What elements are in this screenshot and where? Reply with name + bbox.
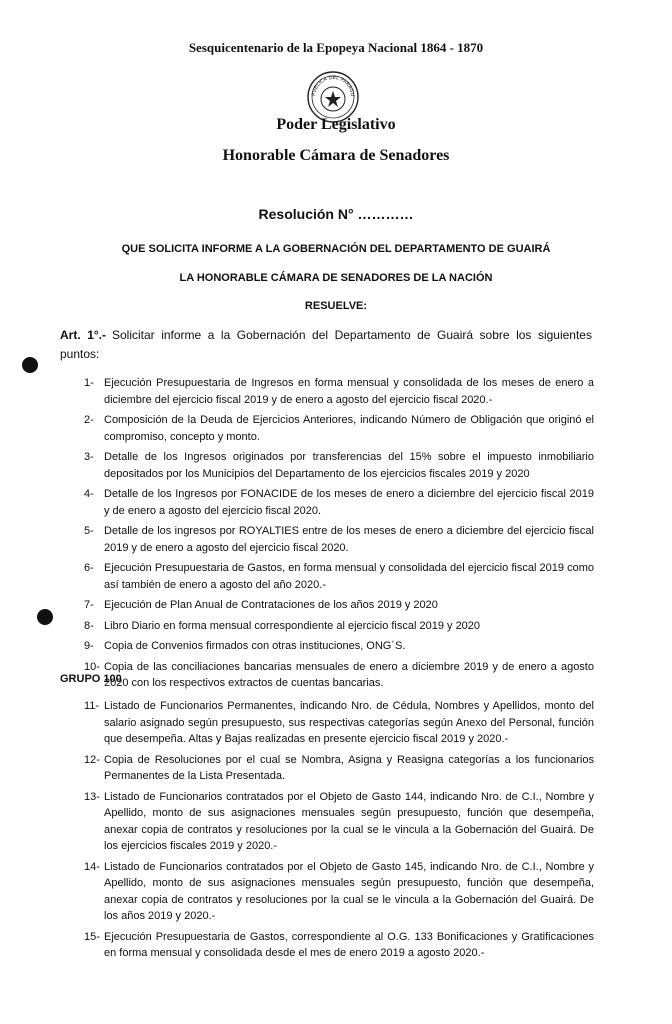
header-motto: Sesquicentenario de la Epopeya Nacional 1864 - 1870 <box>188 40 484 55</box>
list-item: 12- Copia de Resoluciones por el cual se Nombra, Asigna y Reasigna categorías a los funcionarios Permanentes de la Lista Presentada. <box>84 753 594 782</box>
resolution-title: Resolución N° ………… <box>258 206 414 222</box>
group-heading: GRUPO 100 <box>60 673 122 685</box>
article-1 <box>60 326 592 364</box>
resolution-issuer: LA HONORABLE CÁMARA DE SENADORES DE LA NACIÓN <box>179 272 493 284</box>
list-item: 3- Detalle de los Ingresos originados por transferencias del 15% sobre el impuesto inmobiliario depositados por los Municipios del Departamento de los ejercicios fiscales 2019 y 2020 <box>84 451 594 480</box>
article-1-text: Solicitar informe a la Gobernación del Departamento de Guairá sobre los siguientes puntos: <box>60 328 592 361</box>
list-item: 6- Ejecución Presupuestaria de Gastos, en forma mensual y consolidada del ejercicio fiscal 2019 como así también de enero a agosto del año 2020.- <box>84 562 594 591</box>
list-item: 13- Listado de Funcionarios contratados por el Objeto de Gasto 144, indicando Nro. de C.I., Nombre y Apellido, monto de sus asignaciones mensuales según presupuesto, función que desempeña, anexar copia de contratos y resoluciones por la cual se le vincula a la Gobernación del Guairá. De los ejercicios fiscales 2019 y 2020.- <box>84 790 594 852</box>
institution-title: Poder Legislativo <box>276 116 396 133</box>
svg-text:REPÚBLICA DEL PARAGUAY: PÚBLICA DEL PARAGU <box>311 74 356 97</box>
chamber-title: Honorable Cámara de Senadores <box>222 147 450 164</box>
punch-hole-mark <box>22 357 38 373</box>
list-item: 5- Detalle de los ingresos por ROYALTIES entre de los meses de enero a diciembre del ejercicio fiscal 2019 y de enero a agosto del ejercicio fiscal 2020. <box>84 525 594 554</box>
list-item: 10- Copia de las conciliaciones bancarias mensuales de enero a diciembre 2019 y de enero a agosto 2020 con los respectivos extractos de cuentas bancarias. <box>84 660 594 689</box>
list-item: 14- Listado de Funcionarios contratados por el Objeto de Gasto 145, indicando Nro. de C.I., Nombre y Apellido, monto de sus asignaciones mensuales según presupuesto, función que desempeña, anexar copia de contratos y resoluciones por la cual se le vincula a la Gobernación del Guairá. De los años 2019 y 2020.- <box>84 860 594 922</box>
resolves-heading: RESUELVE: <box>304 300 368 312</box>
group-request-list <box>84 698 594 966</box>
list-item: 8- Libro Diario en forma mensual correspondiente al ejercicio fiscal 2019 y 2020 <box>84 619 481 632</box>
resolution-subject: QUE SOLICITA INFORME A LA GOBERNACIÓN DEL DEPARTAMENTO DE GUAIRÁ <box>121 243 551 255</box>
list-item: 1- Ejecución Presupuestaria de Ingresos en forma mensual y consolidada de los meses de enero a diciembre del ejercicio fiscal 2019 y de enero a agosto del ejercicio fiscal 2020.- <box>84 377 594 406</box>
list-item: 2- Composición de la Deuda de Ejercicios Anteriores, indicando Número de Obligación que originó el compromiso, concepto y monto. <box>84 414 594 443</box>
request-list <box>84 375 594 696</box>
list-item: 4- Detalle de los Ingresos por FONACIDE de los meses de enero a diciembre del ejercicio fiscal 2019 y de enero a agosto del ejercicio fiscal 2020. <box>84 488 594 517</box>
list-item: 7- Ejecución de Plan Anual de Contrataciones de los años 2019 y 2020 <box>84 599 438 611</box>
list-item: 11- Listado de Funcionarios Permanentes, indicando Nro. de Cédula, Nombres y Apellidos, monto del salario asignado según presupuesto, sus respectivas categorías según Anexo del Personal, función que desempeña. Altas y Bajas realizadas en presente ejercicio fiscal 2019 y 2020.- <box>84 700 594 745</box>
list-item: 15- Ejecución Presupuestaria de Gastos, correspondiente al O.G. 133 Bonificaciones y Gratificaciones en forma mensual y consolidada desde el mes de enero 2019 a agosto 2020.- <box>84 930 594 959</box>
list-item: 9- Copia de Convenios firmados con otras instituciones, ONG´S. <box>84 640 406 652</box>
article-1-label: Art. 1°.- <box>60 328 106 342</box>
punch-hole-mark <box>37 609 53 625</box>
